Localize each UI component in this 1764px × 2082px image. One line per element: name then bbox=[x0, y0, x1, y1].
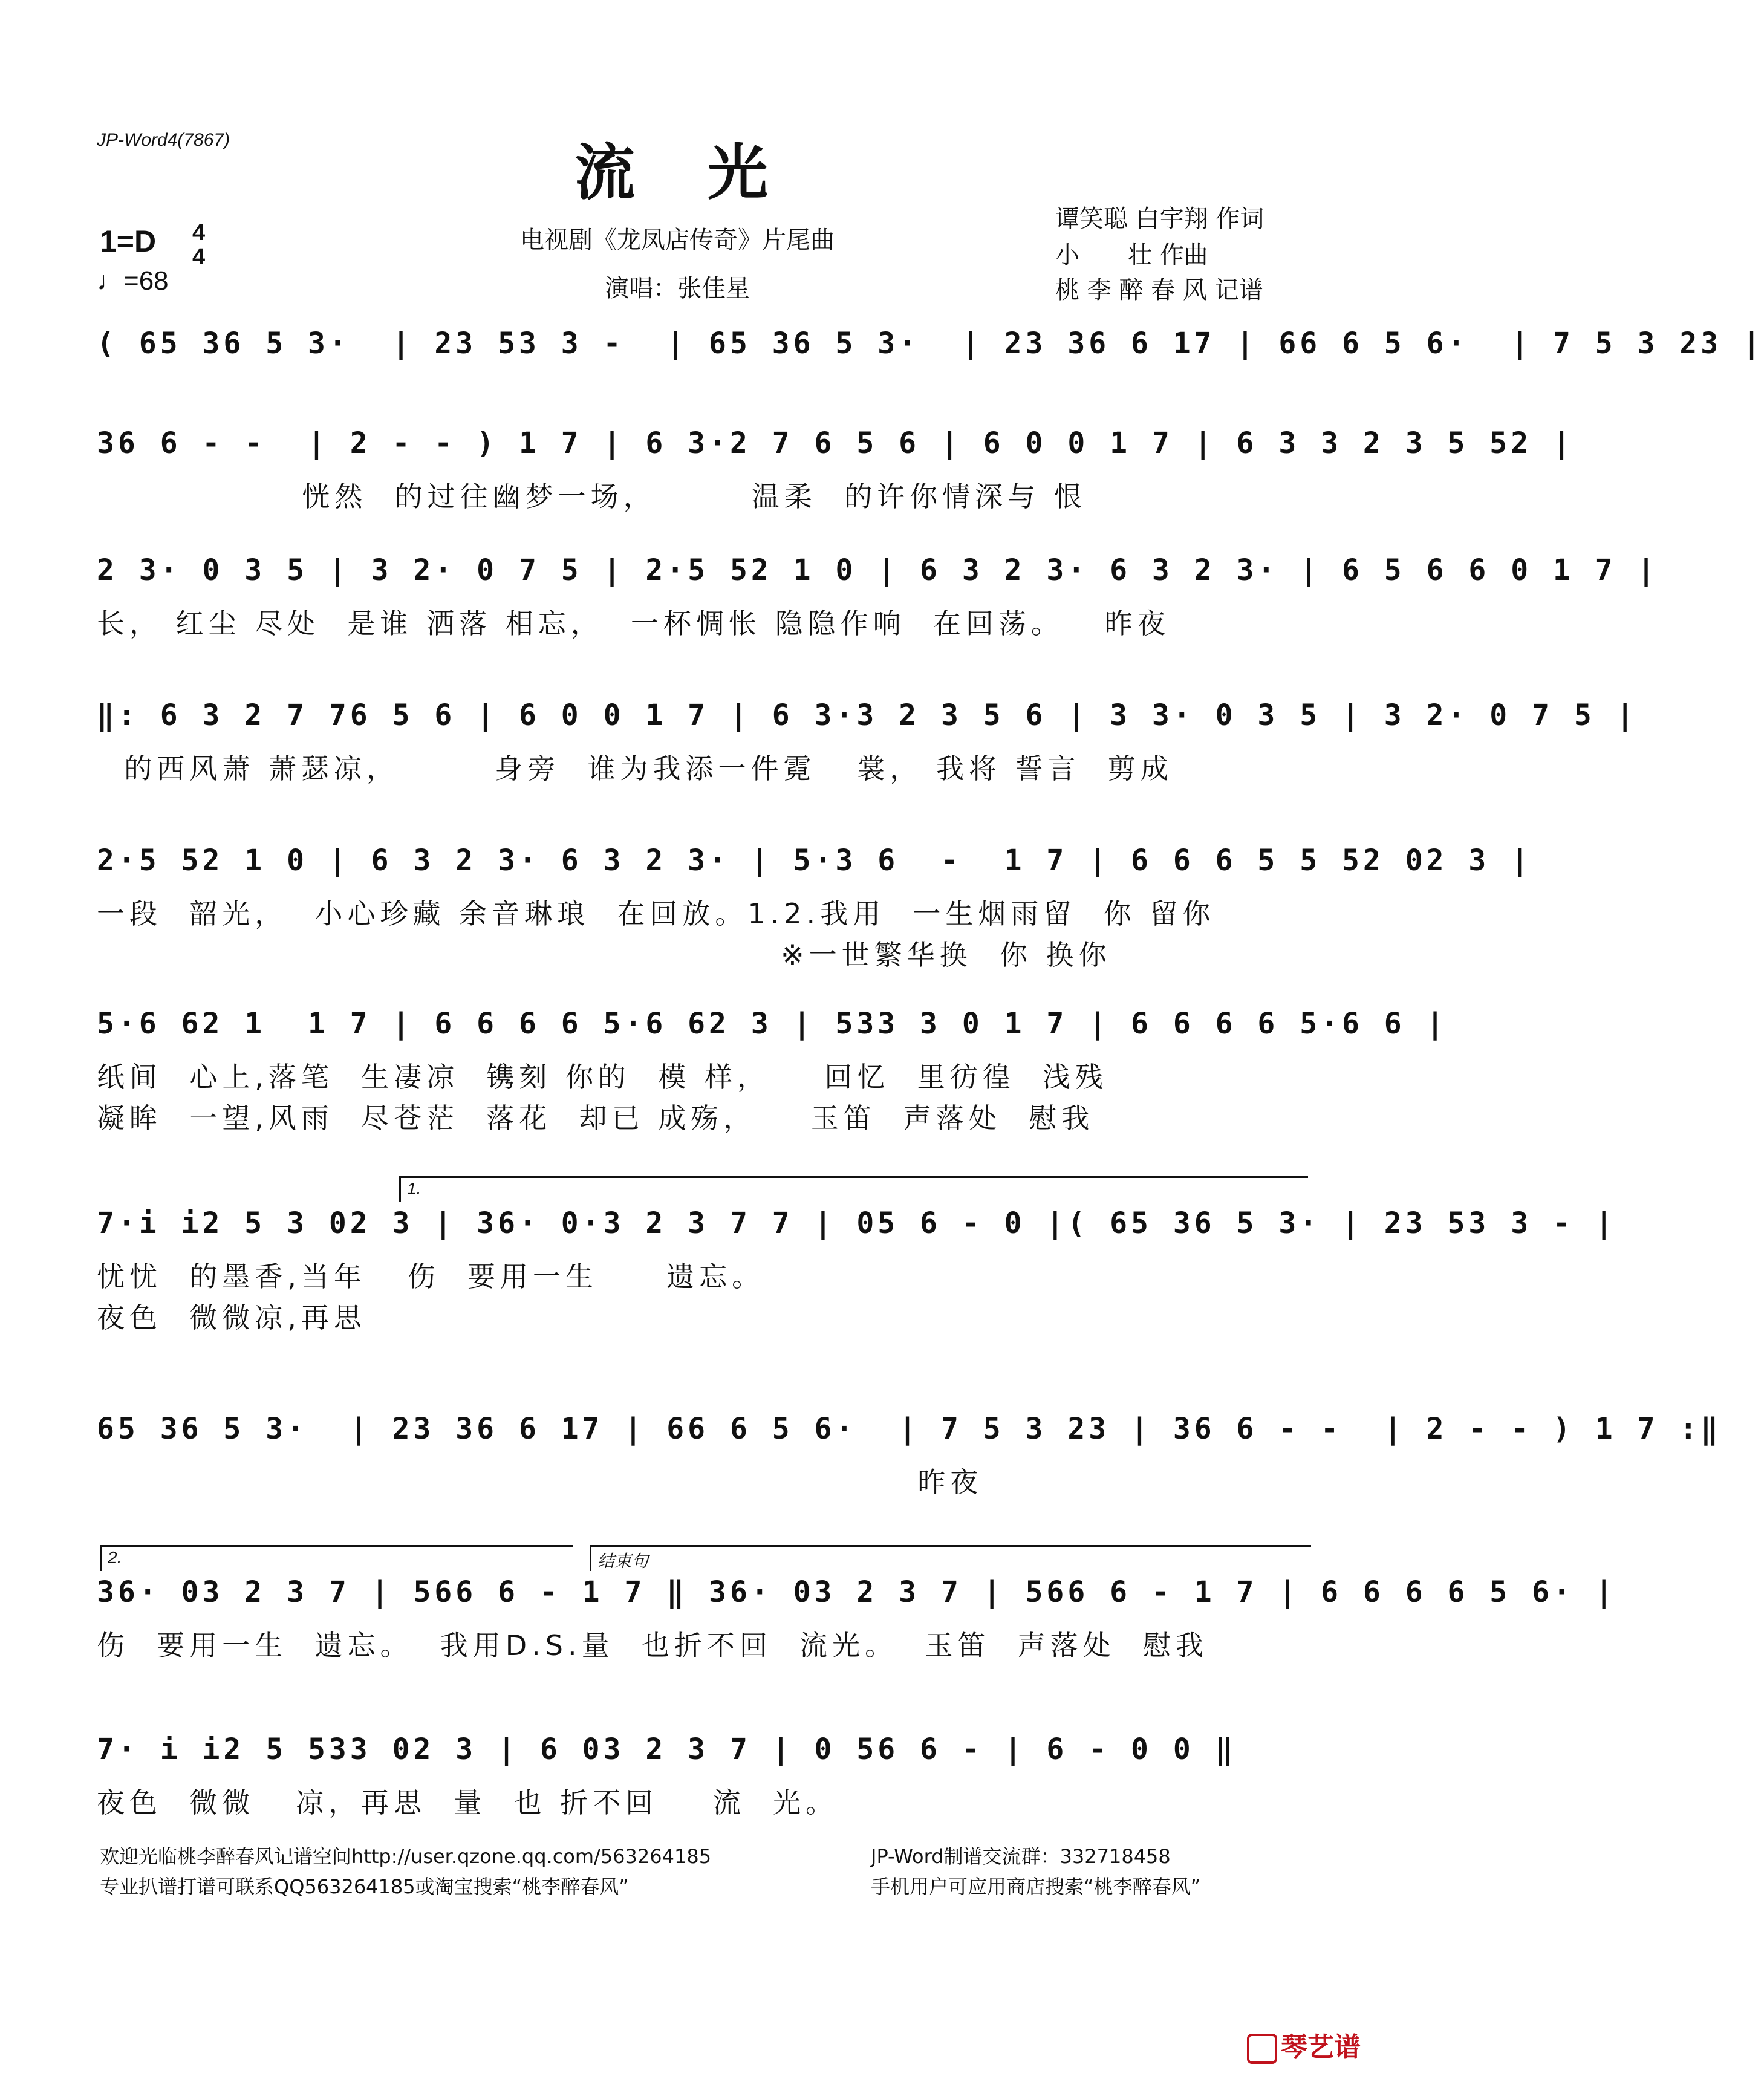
site-logo bbox=[1247, 2025, 1361, 2064]
footer-app: 手机用户可应用商店搜索“桃李醉春风” bbox=[871, 1875, 1201, 1898]
lyric-line: 昨夜 bbox=[97, 1466, 983, 1498]
ending-label: 结束句 bbox=[597, 1552, 649, 1570]
time-numerator: 4 bbox=[192, 220, 206, 246]
singer: 演唱：张佳星 bbox=[605, 275, 750, 302]
lyric-line: 一段 韶光， 小心珍藏 余音琳琅 在回放。1.2.我用 一生烟雨留 你 留你 bbox=[97, 897, 1216, 930]
volta-bracket bbox=[399, 1176, 1308, 1202]
transcriber-credit: 桃 李 醉 春 风 记谱 bbox=[1055, 276, 1263, 304]
notation-line: 5·6 62 1 1 7 | 6 6 6 6 5·6 62 3 | 533 3 0 1 7 | 6 6 6 6 5·6 6 | bbox=[97, 1007, 1448, 1041]
lyric-line: 凝眸 一望,风雨 尽苍茫 落花 却已 成殇， 玉笛 声落处 慰我 bbox=[97, 1102, 1095, 1134]
footer-website: 欢迎光临桃李醉春风记谱空间http://user.qzone.qq.com/563264185 bbox=[100, 1845, 712, 1868]
footer-contact: 专业扒谱打谱可联系QQ563264185或淘宝搜索“桃李醉春风” bbox=[100, 1875, 629, 1898]
lyric-line: 纸间 心上,落笔 生凄凉 镌刻 你的 模 样， 回忆 里彷徨 浅残 bbox=[97, 1061, 1108, 1093]
lyric-line: 夜色 微微 凉，再思 量 也 折不回 流 光。 bbox=[97, 1786, 838, 1819]
ending-bracket bbox=[590, 1545, 1311, 1571]
software-label: JP-Word4(7867) bbox=[97, 130, 230, 150]
time-denominator: 4 bbox=[192, 244, 206, 270]
notation-line: 65 36 5 3· | 23 36 6 17 | 66 6 5 6· | 7 5 3 23 | 36 6 - - | 2 - - ) 1 7 :‖ bbox=[97, 1412, 1722, 1446]
key-signature: 1=D bbox=[100, 224, 157, 258]
notation-line: ( 65 36 5 3· | 23 53 3 - | 65 36 5 3· | 23 36 6 17 | 66 6 5 6· | 7 5 3 23 | bbox=[97, 327, 1764, 360]
composer-credit: 小 壮 作曲 bbox=[1055, 241, 1208, 269]
notation-line: 7· i i2 5 533 02 3 | 6 03 2 3 7 | 0 56 6 - | 6 - 0 0 ‖ bbox=[97, 1732, 1237, 1766]
tempo-marking: ♩=68 bbox=[97, 266, 169, 296]
notation-line: 7·i i2 5 3 02 3 | 36· 0·3 2 3 7 7 | 05 6 - 0 |( 65 36 5 3· | 23 53 3 - | bbox=[97, 1206, 1616, 1240]
logo-text: 琴艺谱 bbox=[1281, 2032, 1361, 2063]
lyric-line: 长， 红尘 尽处 是谁 洒落 相忘， 一杯惆怅 隐隐作响 在回荡。 昨夜 bbox=[97, 607, 1170, 640]
footer-group: JP-Word制谱交流群：332718458 bbox=[871, 1845, 1171, 1868]
subtitle: 电视剧《龙凤店传奇》片尾曲 bbox=[520, 226, 835, 254]
lyric-line: ※一世繁华换 你 换你 bbox=[97, 939, 1111, 971]
volta-bracket bbox=[100, 1545, 573, 1571]
logo-icon bbox=[1247, 2034, 1277, 2064]
notation-line: 2 3· 0 3 5 | 3 2· 0 7 5 | 2·5 52 1 0 | 6 3 2 3· 6 3 2 3· | 6 5 6 6 0 1 7 | bbox=[97, 553, 1659, 587]
song-title: 流光 bbox=[574, 137, 841, 208]
notation-line: ‖: 6 3 2 7 76 5 6 | 6 0 0 1 7 | 6 3·3 2 3 5 6 | 3 3· 0 3 5 | 3 2· 0 7 5 | bbox=[97, 698, 1638, 732]
notation-line: 36· 03 2 3 7 | 566 6 - 1 7 ‖ 36· 03 2 3 7 | 566 6 - 1 7 | 6 6 6 6 5 6· | bbox=[97, 1575, 1616, 1609]
lyric-line: 忧忧 的墨香,当年 伤 要用一生 遗忘。 bbox=[97, 1260, 765, 1293]
notation-line: 2·5 52 1 0 | 6 3 2 3· 6 3 2 3· | 5·3 6 - 1 7 | 6 6 6 5 5 52 02 3 | bbox=[97, 844, 1532, 877]
lyric-line: 伤 要用一生 遗忘。 我用D.S.量 也折不回 流光。 玉笛 声落处 慰我 bbox=[97, 1629, 1208, 1662]
volta-number: 1. bbox=[407, 1179, 421, 1198]
lyricist-credit: 谭笑聪 白宇翔 作词 bbox=[1055, 205, 1264, 233]
lyric-line: 的西风萧 萧瑟凉， 身旁 谁为我添一件霓 裳， 我将 誓言 剪成 bbox=[97, 752, 1173, 785]
lyric-line: 夜色 微微凉,再思 bbox=[97, 1301, 366, 1334]
lyric-line: 恍然 的过往幽梦一场， 温柔 的许你情深与 恨 bbox=[97, 480, 1087, 513]
notation-line: 36 6 - - | 2 - - ) 1 7 | 6 3·2 7 6 5 6 | 6 0 0 1 7 | 6 3 3 2 3 5 52 | bbox=[97, 426, 1574, 460]
volta-number: 2. bbox=[108, 1548, 122, 1567]
time-signature bbox=[192, 221, 205, 269]
